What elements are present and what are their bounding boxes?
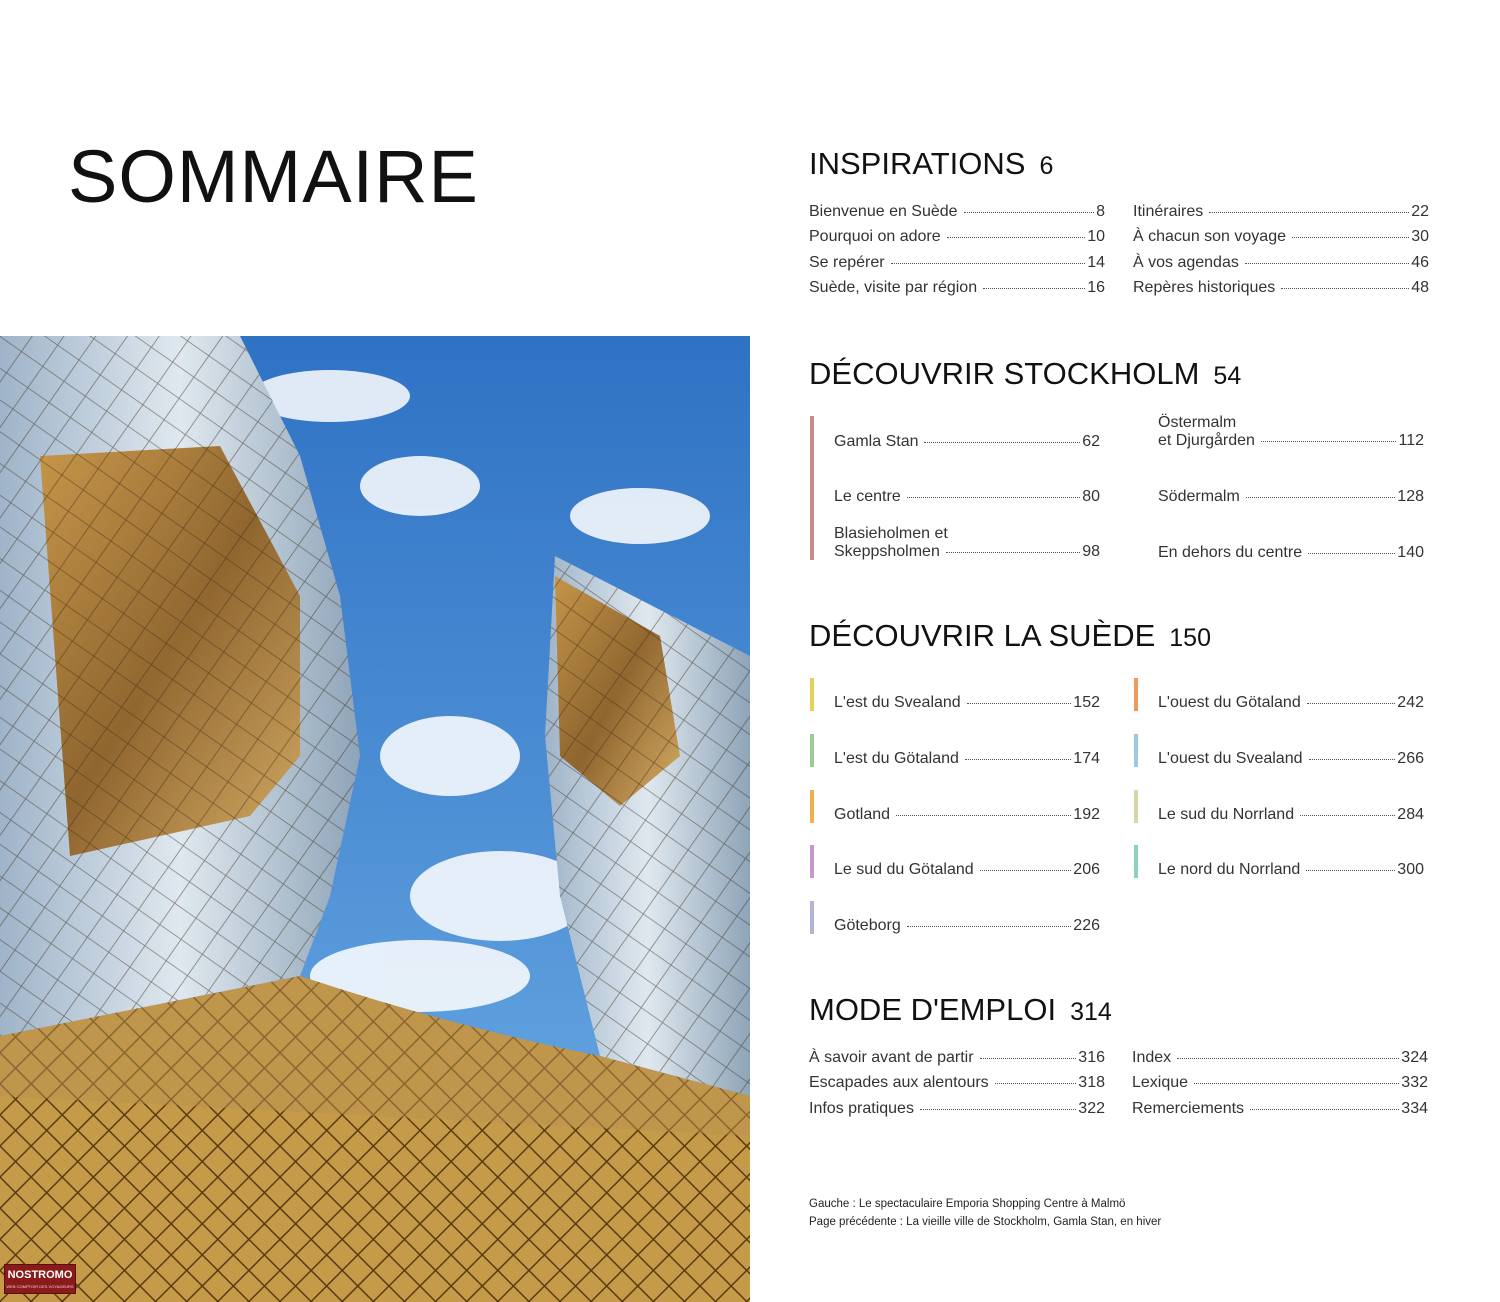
toc-entry[interactable] xyxy=(1132,1100,1428,1118)
toc-entry[interactable] xyxy=(1132,1049,1428,1067)
entry-page: 192 xyxy=(1073,806,1100,823)
toc-entry[interactable] xyxy=(1133,254,1429,272)
toc-entry[interactable] xyxy=(834,433,1100,451)
entry-label: L'ouest du Svealand xyxy=(1158,750,1303,767)
leader-dots xyxy=(1300,815,1395,816)
entry-label: L'est du Svealand xyxy=(834,694,961,711)
section-title-stockholm xyxy=(809,358,1241,389)
entry-label: Remerciements xyxy=(1132,1099,1245,1117)
entry-label: Pourquoi on adore xyxy=(809,228,941,246)
leader-dots xyxy=(1307,703,1396,704)
entry-label: Gotland xyxy=(834,806,891,823)
leader-dots xyxy=(1246,497,1395,498)
entry-label: L'est du Götaland xyxy=(834,750,959,767)
region-color-bar xyxy=(1134,678,1138,711)
leader-dots xyxy=(965,759,1071,760)
entry-label: À vos agendas xyxy=(1133,253,1239,271)
toc-entry[interactable] xyxy=(1158,488,1424,506)
entry-page: 284 xyxy=(1397,806,1424,823)
leader-dots xyxy=(980,1058,1077,1059)
leader-dots xyxy=(1250,1109,1399,1110)
toc-entry-twoline[interactable] xyxy=(834,525,1100,562)
entry-page: 152 xyxy=(1073,694,1100,711)
entry-page: 332 xyxy=(1401,1074,1428,1092)
toc-entry[interactable] xyxy=(1158,861,1424,879)
toc-entry[interactable] xyxy=(834,861,1100,879)
toc-entry[interactable] xyxy=(1132,1074,1428,1092)
toc-entry[interactable] xyxy=(834,917,1100,935)
entry-page: 242 xyxy=(1397,694,1424,711)
section-page: 314 xyxy=(1070,998,1112,1026)
entry-label-line1: Blasieholmen et xyxy=(834,525,948,542)
region-color-bar xyxy=(1134,734,1138,767)
leader-dots xyxy=(1292,237,1409,238)
toc-entry[interactable] xyxy=(1158,750,1424,768)
toc-entry[interactable] xyxy=(809,203,1105,221)
toc-entry-line2 xyxy=(1158,432,1424,450)
region-color-bar xyxy=(810,734,814,767)
region-color-bar xyxy=(810,678,814,711)
entry-page: 318 xyxy=(1078,1074,1105,1092)
entry-label: Gamla Stan xyxy=(834,433,919,450)
entry-label: Södermalm xyxy=(1158,488,1240,505)
entry-page: 14 xyxy=(1087,253,1105,271)
entry-label: Le sud du Norrland xyxy=(1158,806,1295,823)
leader-dots xyxy=(1309,759,1396,760)
leader-dots xyxy=(891,263,1086,264)
section-page: 6 xyxy=(1039,152,1054,180)
toc-entry[interactable] xyxy=(809,1100,1105,1118)
section-name: INSPIRATIONS xyxy=(809,146,1026,181)
entry-label-line1: Östermalm xyxy=(1158,414,1237,431)
toc-entry[interactable] xyxy=(1158,544,1424,562)
entry-label: Le nord du Norrland xyxy=(1158,861,1301,878)
page-title: SOMMAIRE xyxy=(68,135,479,218)
toc-entry[interactable] xyxy=(809,228,1105,246)
entry-page: 62 xyxy=(1082,433,1100,450)
entry-page: 316 xyxy=(1078,1049,1105,1066)
entry-label: En dehors du centre xyxy=(1158,544,1303,561)
caption-left-photo: Gauche : Le spectaculaire Emporia Shopping Centre à Malmö xyxy=(809,1198,1126,1210)
leader-dots xyxy=(907,497,1080,498)
toc-entry[interactable] xyxy=(809,279,1105,297)
leader-dots xyxy=(964,212,1095,213)
entry-page: 16 xyxy=(1087,279,1105,297)
entry-label: Le sud du Götaland xyxy=(834,861,974,878)
emporia-photo xyxy=(0,336,750,1302)
entry-label: Skeppsholmen xyxy=(834,543,940,561)
leader-dots xyxy=(1308,553,1395,554)
leader-dots xyxy=(924,442,1080,443)
toc-entry[interactable] xyxy=(1158,694,1424,712)
section-page: 150 xyxy=(1169,624,1211,652)
toc-column-inspirations-left xyxy=(809,203,1105,298)
leader-dots xyxy=(946,552,1080,553)
entry-label: Bienvenue en Suède xyxy=(809,203,958,220)
section-title-inspirations xyxy=(809,148,1053,179)
leader-dots xyxy=(920,1109,1076,1110)
toc-entry[interactable] xyxy=(834,488,1100,506)
entry-page: 98 xyxy=(1082,543,1100,561)
toc-entry[interactable] xyxy=(1133,203,1429,221)
leader-dots xyxy=(907,926,1072,927)
entry-page: 266 xyxy=(1397,750,1424,767)
leader-dots xyxy=(995,1083,1077,1084)
leader-dots xyxy=(967,703,1072,704)
leader-dots xyxy=(1261,441,1397,442)
toc-entry[interactable] xyxy=(834,750,1100,768)
entry-label: Göteborg xyxy=(834,917,901,934)
entry-page: 8 xyxy=(1096,203,1105,220)
nostromo-logo xyxy=(4,1264,76,1294)
caption-previous-page: Page précédente : La vieille ville de Stockholm, Gamla Stan, en hiver xyxy=(809,1216,1162,1228)
entry-page: 128 xyxy=(1397,488,1424,505)
leader-dots xyxy=(947,237,1086,238)
region-color-bar xyxy=(810,790,814,823)
entry-label: Repères historiques xyxy=(1133,279,1276,297)
leader-dots xyxy=(1245,263,1409,264)
entry-page: 174 xyxy=(1073,750,1100,767)
leader-dots xyxy=(1209,212,1409,213)
leader-dots xyxy=(1194,1083,1399,1084)
entry-label: Escapades aux alentours xyxy=(809,1074,989,1092)
entry-page: 22 xyxy=(1411,203,1429,220)
entry-page: 10 xyxy=(1087,228,1105,246)
entry-page: 48 xyxy=(1411,279,1429,297)
toc-column-inspirations-right xyxy=(1133,203,1429,298)
entry-label: Suède, visite par région xyxy=(809,279,978,297)
leader-dots xyxy=(896,815,1071,816)
entry-page: 324 xyxy=(1401,1049,1428,1066)
entry-label: Infos pratiques xyxy=(809,1099,914,1117)
entry-label: Itinéraires xyxy=(1133,203,1204,220)
entry-label: Le centre xyxy=(834,488,901,505)
section-name: DÉCOUVRIR STOCKHOLM xyxy=(809,356,1200,391)
toc-column-mode-right xyxy=(1132,1049,1428,1118)
toc-column-mode-left xyxy=(809,1049,1105,1118)
entry-page: 112 xyxy=(1398,432,1424,450)
toc-entry[interactable] xyxy=(809,1049,1105,1067)
section-name: MODE D'EMPLOI xyxy=(809,992,1057,1027)
toc-entry[interactable] xyxy=(1158,806,1424,824)
entry-page: 322 xyxy=(1078,1099,1105,1117)
entry-page: 80 xyxy=(1082,488,1100,505)
entry-page: 46 xyxy=(1411,253,1429,271)
entry-label: et Djurgården xyxy=(1158,432,1255,450)
entry-page: 226 xyxy=(1073,917,1100,934)
toc-entry[interactable] xyxy=(834,694,1100,712)
entry-label: À chacun son voyage xyxy=(1133,228,1286,246)
section-name: DÉCOUVRIR LA SUÈDE xyxy=(809,618,1156,653)
entry-page: 30 xyxy=(1411,228,1429,246)
section-page: 54 xyxy=(1213,362,1242,390)
entry-label: Index xyxy=(1132,1049,1172,1066)
entry-label: À savoir avant de partir xyxy=(809,1049,974,1066)
entry-label: L'ouest du Götaland xyxy=(1158,694,1301,711)
toc-entry[interactable] xyxy=(834,806,1100,824)
section-title-suede xyxy=(809,620,1211,651)
leader-dots xyxy=(980,870,1072,871)
region-color-bar xyxy=(810,416,814,560)
entry-page: 140 xyxy=(1397,544,1424,561)
entry-label: Se repérer xyxy=(809,253,885,271)
photo-captions xyxy=(809,1195,1161,1231)
toc-entry[interactable] xyxy=(809,254,1105,272)
toc-entry-twoline[interactable] xyxy=(1158,414,1424,451)
toc-entry[interactable] xyxy=(809,1074,1105,1092)
logo-tagline: WEB COMPTOIR DES VOYAGEURS xyxy=(6,1284,74,1289)
toc-entry-line2 xyxy=(834,543,1100,561)
region-color-bar xyxy=(810,845,814,878)
region-color-bar xyxy=(810,901,814,934)
entry-page: 206 xyxy=(1073,861,1100,878)
entry-page: 300 xyxy=(1397,861,1424,878)
region-color-bar xyxy=(1134,790,1138,823)
toc-entry[interactable] xyxy=(1133,228,1429,246)
section-title-mode xyxy=(809,994,1112,1025)
leader-dots xyxy=(1306,870,1395,871)
region-color-bar xyxy=(1134,845,1138,878)
toc-entry[interactable] xyxy=(1133,279,1429,297)
leader-dots xyxy=(1281,288,1409,289)
entry-page: 334 xyxy=(1401,1099,1428,1117)
leader-dots xyxy=(1177,1058,1399,1059)
leader-dots xyxy=(983,288,1085,289)
logo-name: NOSTROMO xyxy=(7,1269,73,1281)
entry-label: Lexique xyxy=(1132,1074,1189,1092)
